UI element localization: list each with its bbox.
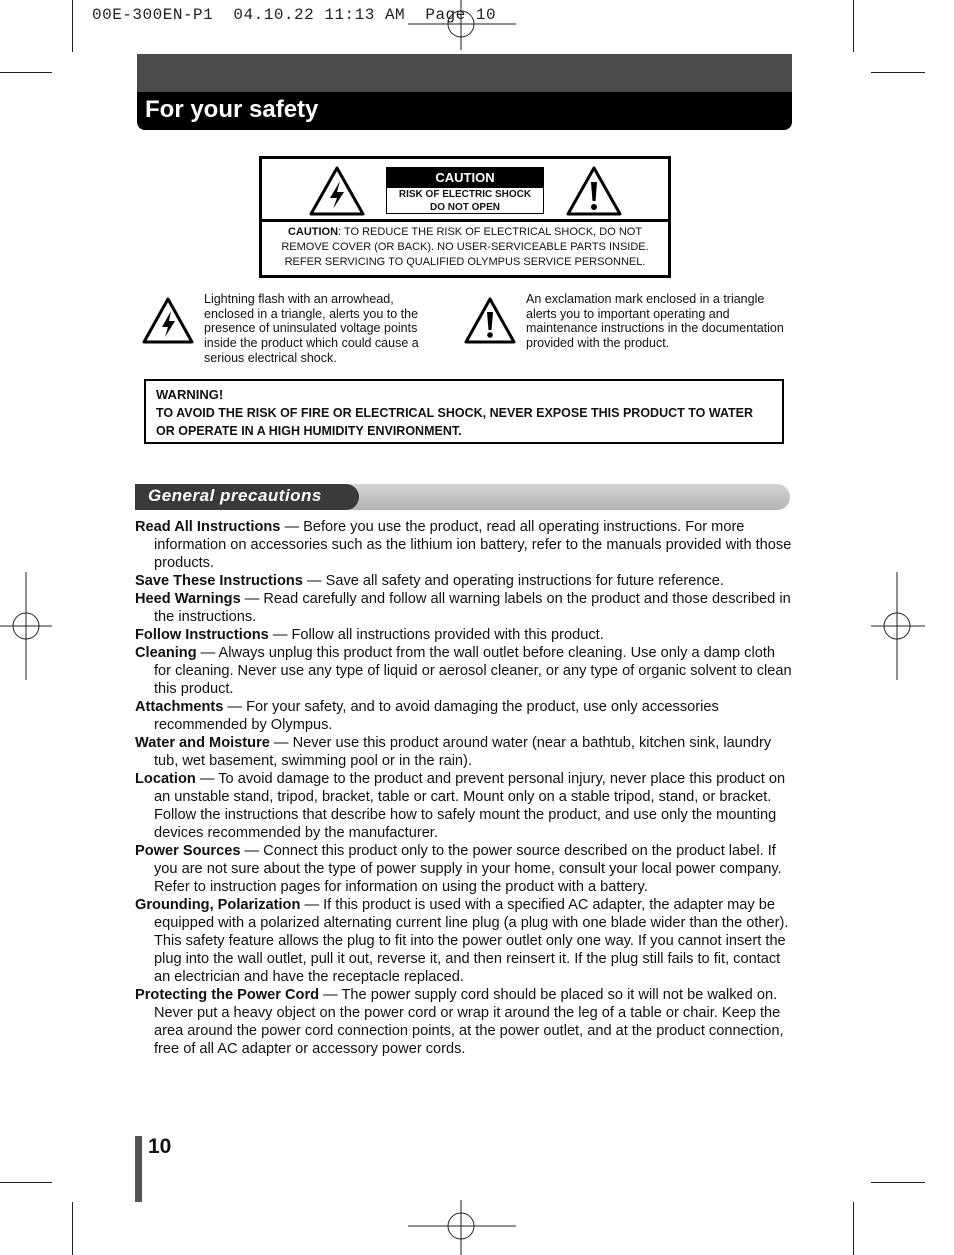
- caution-label: [386, 167, 544, 214]
- list-item: [135, 770, 795, 842]
- precaution-term: Protecting the Power Cord: [135, 987, 320, 1003]
- crop-mark: [853, 1202, 854, 1255]
- precaution-text: — Follow all instructions provided with this product.: [268, 627, 604, 643]
- lightning-description: Lightning flash with an arrowhead, enclosed in a triangle, alerts you to the presence of uninsulated voltage points inside the product which could cause a serious electrical shock.: [204, 292, 419, 365]
- crop-mark: [72, 0, 73, 52]
- precaution-text: — For your safety, and to avoid damaging the product, use only accessories recommended by Olympus.: [154, 699, 719, 733]
- lightning-triangle-icon: [141, 296, 195, 346]
- print-header: 00E-300EN-P1 04.10.22 11:13 AM Page 10: [92, 6, 497, 24]
- page-number: 10: [148, 1135, 172, 1158]
- caution-body-line2: REMOVE COVER (OR BACK). NO USER-SERVICEABLE PARTS INSIDE.: [281, 241, 649, 253]
- precaution-text: — The power supply cord should be placed so it will not be walked on. Never put a heavy object on the power cord or wrap it around the leg of a table or chair. Keep the area around the power cord connection points, at the power outlet, and at the product connection, free of all AC adapter or accessory power cords.: [154, 987, 784, 1057]
- list-item: [135, 986, 795, 1058]
- precaution-text: — If this product is used with a specified AC adapter, the adapter may be equipped with a polarized alternating current line plug (a plug with one blade wider than the other). This safety feature allows the plug to fit into the power outlet only one way. If you cannot insert the plug into the wall outlet, pull it out, reverse it, and then reinsert it. If the plug still fails to fit, contact an electrician and have the receptacle replaced.: [154, 897, 789, 985]
- page-title: For your safety: [145, 96, 319, 123]
- lightning-triangle-icon: [308, 165, 366, 217]
- caution-panel: [259, 156, 671, 278]
- list-item: [135, 590, 795, 626]
- list-item: [135, 626, 795, 644]
- list-item: [135, 896, 795, 986]
- caution-label-line1: RISK OF ELECTRIC SHOCK: [398, 189, 532, 200]
- list-item: [135, 842, 795, 896]
- section-title: General precautions: [148, 486, 322, 505]
- list-item: [135, 698, 795, 734]
- caution-body-line1: : TO REDUCE THE RISK OF ELECTRICAL SHOCK, DO NOT: [338, 226, 643, 238]
- page-number-bar: [135, 1136, 142, 1202]
- crop-mark: [871, 72, 925, 73]
- exclamation-triangle-icon: [463, 296, 517, 346]
- crop-mark: [871, 1182, 925, 1183]
- registration-mark-icon: [408, 0, 518, 52]
- warning-heading: WARNING!: [156, 387, 224, 402]
- warning-box: [144, 379, 784, 444]
- precaution-term: Heed Warnings: [135, 591, 241, 607]
- crop-mark: [0, 72, 52, 73]
- precaution-text: — Always unplug this product from the wall outlet before cleaning. Use only a damp cloth for cleaning. Never use any type of liquid or aerosol cleaner, or any type of organic solvent to clean this product.: [154, 645, 792, 697]
- list-item: [135, 644, 795, 698]
- precaution-term: Follow Instructions: [135, 627, 269, 643]
- precaution-term: Attachments: [135, 699, 224, 715]
- precaution-term: Save These Instructions: [135, 573, 303, 589]
- list-item: [135, 734, 795, 770]
- precautions-list: [135, 518, 795, 1058]
- list-item: [135, 572, 795, 590]
- caution-body-line3: REFER SERVICING TO QUALIFIED OLYMPUS SERVICE PERSONNEL.: [284, 256, 646, 268]
- crop-mark: [72, 1202, 73, 1255]
- crop-mark: [853, 0, 854, 52]
- list-item: [135, 518, 795, 572]
- caution-label-head: CAUTION: [387, 168, 543, 188]
- precaution-term: Location: [135, 771, 196, 787]
- title-bar-top: [137, 54, 792, 92]
- page-title-bar: [137, 54, 792, 130]
- exclamation-triangle-icon: [565, 165, 623, 217]
- precaution-text: — To avoid damage to the product and prevent personal injury, never place this product on an unstable stand, tripod, bracket, table or cart. Mount only on a stable tripod, stand, or bracket. Follow the instructions that describe how to safely mount the product, and use only the mounting devices recommended by the manufacturer.: [154, 771, 786, 841]
- power-sources-note: Refer to instruction pages for information on using the product with a battery.: [154, 879, 648, 895]
- registration-mark-icon: [0, 572, 52, 682]
- precaution-term: Read All Instructions: [135, 519, 281, 535]
- warning-text: TO AVOID THE RISK OF FIRE OR ELECTRICAL SHOCK, NEVER EXPOSE THIS PRODUCT TO WATER OR OPERATE IN A HIGH HUMIDITY ENVIRONMENT.: [156, 406, 754, 438]
- precaution-text: — Never use this product around water (near a bathtub, kitchen sink, laundry tub, wet basement, swimming pool or in the rain).: [154, 735, 772, 769]
- registration-mark-icon: [408, 1200, 518, 1255]
- precaution-term: Grounding, Polarization: [135, 897, 301, 913]
- crop-mark: [0, 1182, 52, 1183]
- precaution-text: — Connect this product only to the power source described on the product label. If you are not sure about the type of power supply in your home, consult your local power company.: [154, 843, 782, 877]
- precaution-text: — Save all safety and operating instructions for future reference.: [302, 573, 724, 589]
- caution-body: [262, 225, 668, 270]
- precaution-text: — Read carefully and follow all warning labels on the product and those described in the instructions.: [154, 591, 791, 625]
- precaution-term: Water and Moisture: [135, 735, 270, 751]
- caution-body-bold: CAUTION: [287, 226, 339, 238]
- caution-divider: [262, 219, 668, 222]
- precaution-term: Power Sources: [135, 843, 241, 859]
- exclamation-description: An exclamation mark enclosed in a triangle alerts you to important operating and maintenance instructions in the documentation provided with the product.: [526, 292, 784, 351]
- precaution-text: — Before you use the product, read all operating instructions. For more information on accessories such as the lithium ion battery, refer to the manuals provided with those products.: [154, 519, 792, 571]
- registration-mark-icon: [871, 572, 927, 682]
- precaution-term: Cleaning: [135, 645, 197, 661]
- caution-label-line2: DO NOT OPEN: [429, 202, 500, 213]
